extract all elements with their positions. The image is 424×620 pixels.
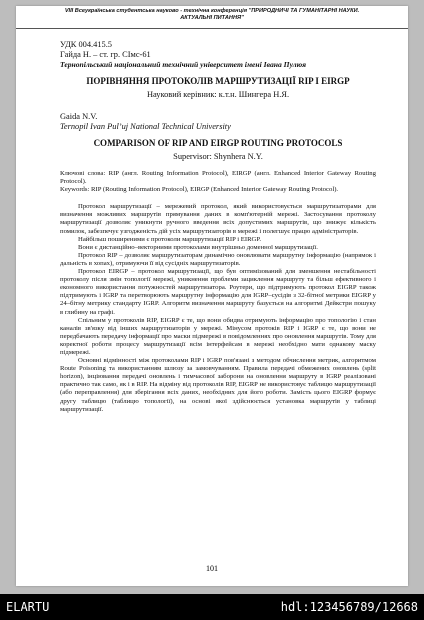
university-ua: Тернопільський національний технічний університет імені Івана Пулюя xyxy=(60,60,307,69)
page-number: 101 xyxy=(206,564,218,573)
title-ua: ПОРІВНЯННЯ ПРОТОКОЛІВ МАРШРУТИЗАЦІЇ RIP І EIRGP xyxy=(86,76,350,86)
paragraph: Протокол RIP – дозволяє маршрутизаторам динамічно оновлювати маршрутну інформацію (напрямок і дальність в хопах), отримуючи її від сусідніх маршрутизаторів. xyxy=(60,251,376,267)
author-en: Gaida N.V. xyxy=(60,112,98,121)
paragraph: Найбільш поширеними є протоколи маршрутизації RIP і EIRGP. xyxy=(78,235,262,243)
document-page xyxy=(16,6,408,586)
udc-code: УДК 004.415.5 xyxy=(60,40,112,49)
author-ua: Гайда Н. – ст. гр. СІмс-61 xyxy=(60,50,151,59)
repository-footer xyxy=(0,594,424,620)
keywords-en: Keywords: RIP (Routing Information Protocol), EIRGP (Enhanced Interior Gateway Routing Protocol). xyxy=(60,186,339,194)
article-content xyxy=(60,40,376,414)
paragraph: Протокол EIRGP – протокол маршрутизації, що був оптимізований для зменшення нестабільності протоколу після змін топології мережі, уникнення проблеми зациклення маршруту та більш ефективного і економного використання потужностей маршрутизатора. Роутери, що підтримують протокол EIGRP також підтримують і IGRP та перетворюють маршрутну інформацію для IGRP–сусідів з 32-бітної метрики EIGRP у 24–бітну метрику стандарту IGRP. Алгоритм визначення маршруту базується на алгоритмі Дейкстри пошуку в глибину на графі. xyxy=(60,268,376,316)
paragraph: Спільним у протоколів RIP, EIGRP є те, що вони обидва отримують інформацію про топологію і стан каналів зв'язку від інших маршрутизаторів у мережі. Мінусом протоків RIP і IGRP є те, що вони не передбачають передачу інформації про маски підмережі в повідомленнях про оновлення маршрутів. Тому для коректної роботи процесу маршрутизації всім інтерфейсам в мережі необхідно мати однакову маску підмережі. xyxy=(60,316,376,356)
conference-header-line1: VIII Всеукраїнська студентська науково - технічна конференція "ПРИРОДНИЧІ ТА ГУМАНІТАРНІ НАУКИ. xyxy=(64,8,360,14)
university-en: Ternopil Ivan Pul’uj National Technical University xyxy=(60,122,231,131)
article-body xyxy=(60,203,376,413)
handle-link[interactable]: hdl:123456789/12668 xyxy=(280,600,418,614)
conference-header-line2: АКТУАЛЬНІ ПИТАННЯ" xyxy=(180,14,244,21)
keywords-ua: Ключові слова: RIP (англ. Routing Information Protocol), EIRGP (англ. Enhanced Interior Gateway Routing Protocol). xyxy=(60,170,376,186)
conference-header xyxy=(16,6,408,29)
keywords-block xyxy=(60,170,376,194)
paragraph: Вони є дистанційно–векторними протоколами внутрішньо доменної маршрутизації. xyxy=(78,243,318,251)
title-en: COMPARISON OF RIP AND EIRGP ROUTING PROTOCOLS xyxy=(93,138,343,148)
paragraph: Протокол маршрутизації – мережевий протокол, який використовується маршрутизаторами для визначення можливих маршрутів прямування даних в комп'ютерній мережі. Застосування протоколу маршрутизації дозволяє уникнути ручного введення всіх допустимих маршрутів, що знижує кількість помилок, забезпечує узгодженість дій усіх маршрутизаторів в мережі і полегшує працю адміністраторів. xyxy=(60,203,376,235)
repository-name: ELARTU xyxy=(6,600,50,614)
supervisor-en: Supervisor: Shynhera N.Y. xyxy=(173,152,263,161)
paragraph: Основні відмінності між протоколами RIP і IGRP пов'язані з методом обчислення метрик, алгоритмом Route Poisoning та використанням шлюзу за замовчуванням. Правила передачі обмежених оновлень (split horizon), інціювання передачі оновлень і тимчасової заборони на оновлення маршруту в IGRP реалізовані практично так само, як і в RIP. На відміну від протоколів RIP, EIGRP не використовує таблицю маршрутизації (або переправлення) для зберігання всіх даних, необхідних для його роботи. Замість цього EIGRP формує другу таблицю (таблицю топології), на основі якої здійснюється установка маршрутів у таблиці маршрутизації. xyxy=(60,357,376,413)
supervisor-ua: Науковий керівник: к.т.н. Шингера Н.Я. xyxy=(146,90,290,99)
